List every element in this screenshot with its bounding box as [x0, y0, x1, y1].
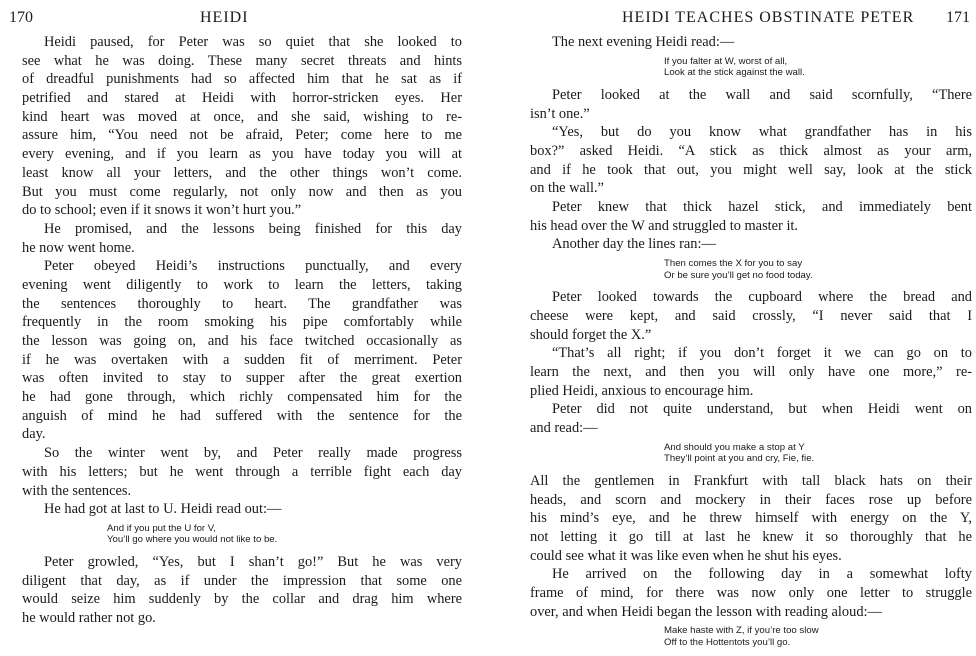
paragraph	[530, 288, 972, 344]
left-page	[0, 0, 470, 627]
paragraph	[530, 86, 972, 123]
text-line: Peter looked towards the cupboard where the bread and	[552, 289, 972, 306]
verse-couplet	[530, 442, 972, 465]
text-line: should forget the X.”	[530, 326, 652, 343]
page-number: 171	[946, 9, 970, 26]
text-line: and read:—	[530, 420, 598, 437]
text-line: heads, and scorn and mockery in their faces rose up before	[530, 491, 972, 508]
text-line: with the sentences.	[22, 482, 132, 499]
verse-line: Off to the Hottentots you’ll go.	[664, 637, 791, 649]
text-line: with his letters; but he went through a terrible fight each day	[22, 463, 462, 480]
paragraph	[22, 220, 462, 257]
text-line: diligent that day, as if under the impression that some one	[22, 572, 462, 589]
text-line: not letting it go till at last he knew it so thoroughly that he	[530, 529, 972, 545]
text-line: Peter did not quite understand, but when Heidi went on	[552, 401, 972, 418]
text-line: he would rather not go.	[22, 610, 156, 627]
text-line: All the gentlemen in Frankfurt with tall black hats on their	[530, 472, 972, 489]
text-line: frequently in the room smoking his pipe comfortably while	[22, 314, 462, 331]
text-line: was often invited to stay to supper after the great exertion	[22, 370, 462, 387]
text-line: every evening, and if you learn as you have today you will at	[22, 146, 462, 163]
right-page-text	[530, 33, 972, 656]
verse-line: And should you make a stop at Y	[664, 441, 805, 453]
text-line: Heidi paused, for Peter was so quiet that she looked to	[44, 34, 462, 50]
text-line: anguish of mind he had suffered with the sentence for the	[22, 407, 462, 424]
left-page-text	[22, 33, 462, 628]
paragraph	[22, 444, 462, 500]
left-page-header	[0, 9, 470, 31]
running-title: HEIDI	[200, 9, 249, 26]
text-line: the sentences thoroughly to heart. The grandfather was	[22, 295, 462, 312]
paragraph	[22, 33, 462, 220]
text-line: Peter knew that thick hazel stick, and immediately bent	[552, 199, 972, 215]
verse-couplet	[22, 523, 462, 546]
paragraph	[22, 553, 462, 628]
text-line: kind heart was moved at once, and she said, wishing to re-	[22, 108, 462, 125]
paragraph	[530, 400, 972, 437]
verse-couplet	[530, 258, 972, 281]
text-line: Peter growled, “Yes, but I shan’t go!” But he was very	[44, 554, 462, 571]
text-line: “That’s all right; if you don’t forget it we can go on to	[552, 345, 972, 362]
paragraph	[22, 257, 462, 444]
text-line: least know all your letters, and the other things won’t come.	[22, 164, 462, 181]
text-line: could see what it was like even when he shut his eyes.	[530, 547, 842, 564]
paragraph	[530, 198, 972, 235]
text-line: He promised, and the lessons being finished for this day	[44, 220, 462, 237]
verse-line: If you falter at W, worst of all,	[664, 55, 788, 67]
verse-line: Make haste with Z, if you’re too slow	[664, 625, 819, 637]
paragraph	[530, 123, 972, 198]
text-line: So the winter went by, and Peter really made progress	[44, 445, 462, 462]
paragraph	[530, 33, 972, 52]
text-line: The next evening Heidi read:—	[552, 34, 735, 50]
text-line: But you must come regularly, not only now and then as you	[22, 183, 462, 200]
verse-line: You’ll go where you would not like to be.	[107, 534, 278, 546]
page-number: 170	[9, 9, 33, 26]
text-line: Peter obeyed Heidi’s instructions punctually, and every	[44, 258, 462, 275]
text-line: petrified and stared at Heidi with horror-stricken eyes. Her	[22, 90, 462, 107]
text-line: box?” asked Heidi. “A stick as thick almost as your arm,	[530, 142, 972, 159]
text-line: if he was overtaken with a sudden fit of merriment. Peter	[22, 351, 462, 368]
text-line: of dreadful punishments had so affected him that he sat as if	[22, 71, 462, 88]
text-line: see what he was doing. These many secret threats and hints	[22, 52, 462, 69]
verse-line: Look at the stick against the wall.	[664, 67, 805, 79]
text-line: on the wall.”	[530, 180, 604, 197]
text-line: the lesson was going on, and his face twitched occasionally as	[22, 333, 462, 349]
text-line: he had gone through, which richly compensated him for the	[22, 389, 462, 406]
text-line: assure him, “You need not be afraid, Peter; come here to me	[22, 127, 462, 144]
text-line: cheese were kept, and said crossly, “I never said that I	[530, 307, 972, 324]
text-line: over, and when Heidi began the lesson with reading aloud:—	[530, 603, 882, 620]
paragraph	[530, 472, 972, 565]
text-line: he now went home.	[22, 239, 135, 256]
text-line: plied Heidi, anxious to encourage him.	[530, 382, 754, 399]
text-line: his head over the W and struggled to master it.	[530, 217, 799, 234]
verse-couplet	[530, 625, 972, 648]
right-page-header	[520, 9, 976, 31]
verse-line: Or be sure you’ll get no food today.	[664, 269, 813, 281]
verse-line: Then comes the X for you to say	[664, 258, 803, 270]
verse-line: They’ll point at you and cry, Fie, fie.	[664, 453, 815, 465]
text-line: He arrived on the following day in a somewhat lofty	[552, 566, 972, 583]
paragraph	[22, 500, 462, 519]
text-line: isn’t one.”	[530, 105, 590, 122]
paragraph	[530, 235, 972, 254]
verse-couplet	[530, 56, 972, 79]
paragraph	[530, 565, 972, 621]
text-line: Peter looked at the wall and said scornfully, “There	[552, 86, 972, 103]
text-line: He had got at last to U. Heidi read out:—	[44, 501, 282, 518]
paragraph	[530, 344, 972, 400]
text-line: “Yes, but do you know what grandfather has in his	[552, 124, 972, 141]
verse-line: And if you put the U for V,	[107, 522, 216, 534]
running-title: HEIDI TEACHES OBSTINATE PETER	[622, 9, 915, 26]
right-page	[520, 0, 976, 649]
text-line: frame of mind, for there was now only one letter to struggle	[530, 585, 972, 602]
text-line: do to school; even if it snows it won’t hurt you.”	[22, 202, 302, 219]
text-line: day.	[22, 426, 46, 443]
text-line: and if he took that out, you might well say, look at the stick	[530, 161, 972, 178]
text-line: Another day the lines ran:—	[552, 236, 716, 253]
text-line: evening went diligently to work to learn the letters, taking	[22, 276, 462, 293]
text-line: would seize him suddenly by the collar and drag him where	[22, 591, 462, 608]
text-line: learn the next, and then you will only have one more,” re-	[530, 364, 972, 380]
text-line: his mind’s eye, and he threw himself with energy on the Y,	[530, 510, 972, 527]
